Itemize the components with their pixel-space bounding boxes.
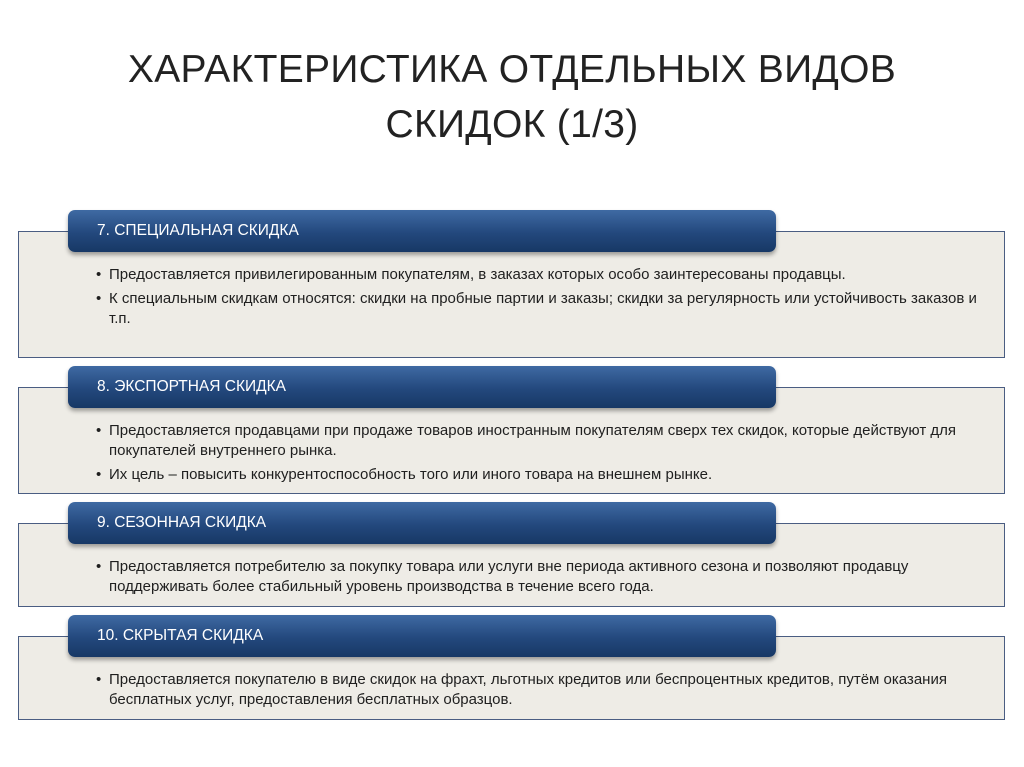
bullet-item: • Предоставляется продавцами при продаже товаров иностранным покупателям сверх тех скидок, которые действуют для покупателей внутреннего рынка. [97,421,984,461]
slide-title-line-2: СКИДОК (1/3) [385,103,639,146]
section-header: 8. ЭКСПОРТНАЯ СКИДКА [68,366,776,408]
bullet-list [97,265,984,329]
section-header: 9. СЕЗОННАЯ СКИДКА [68,502,776,544]
bullet-item: • Предоставляется потребителю за покупку товара или услуги вне периода активного сезона и позволяют продавцу поддерживать более стабильный уровень производства в течение всего года. [97,557,984,597]
section-header: 7. СПЕЦИАЛЬНАЯ СКИДКА [68,210,776,252]
bullet-item: • Их цель – повысить конкурентоспособность того или иного товара на внешнем рынке. [97,465,984,485]
slide-title-line-1: ХАРАКТЕРИСТИКА ОТДЕЛЬНЫХ ВИДОВ [127,48,897,91]
section-special-discount [18,210,1005,358]
section-export-discount [18,366,1005,494]
bullet-item: • Предоставляется покупателю в виде скидок на фрахт, льготных кредитов или беспроцентных кредитов, путём оказания бесплатных услуг, предоставления бесплатных образцов. [97,670,984,710]
bullet-list [97,670,984,710]
section-seasonal-discount [18,502,1005,607]
bullet-list [97,421,984,485]
slide-title [0,42,1024,152]
section-header: 10. СКРЫТАЯ СКИДКА [68,615,776,657]
bullet-item: • Предоставляется привилегированным покупателям, в заказах которых особо заинтересованы продавцы. [97,265,984,285]
bullet-item: • К специальным скидкам относятся: скидки на пробные партии и заказы; скидки за регулярность или устойчивость заказов и т.п. [97,289,984,329]
bullet-list [97,557,984,597]
section-hidden-discount [18,615,1005,720]
